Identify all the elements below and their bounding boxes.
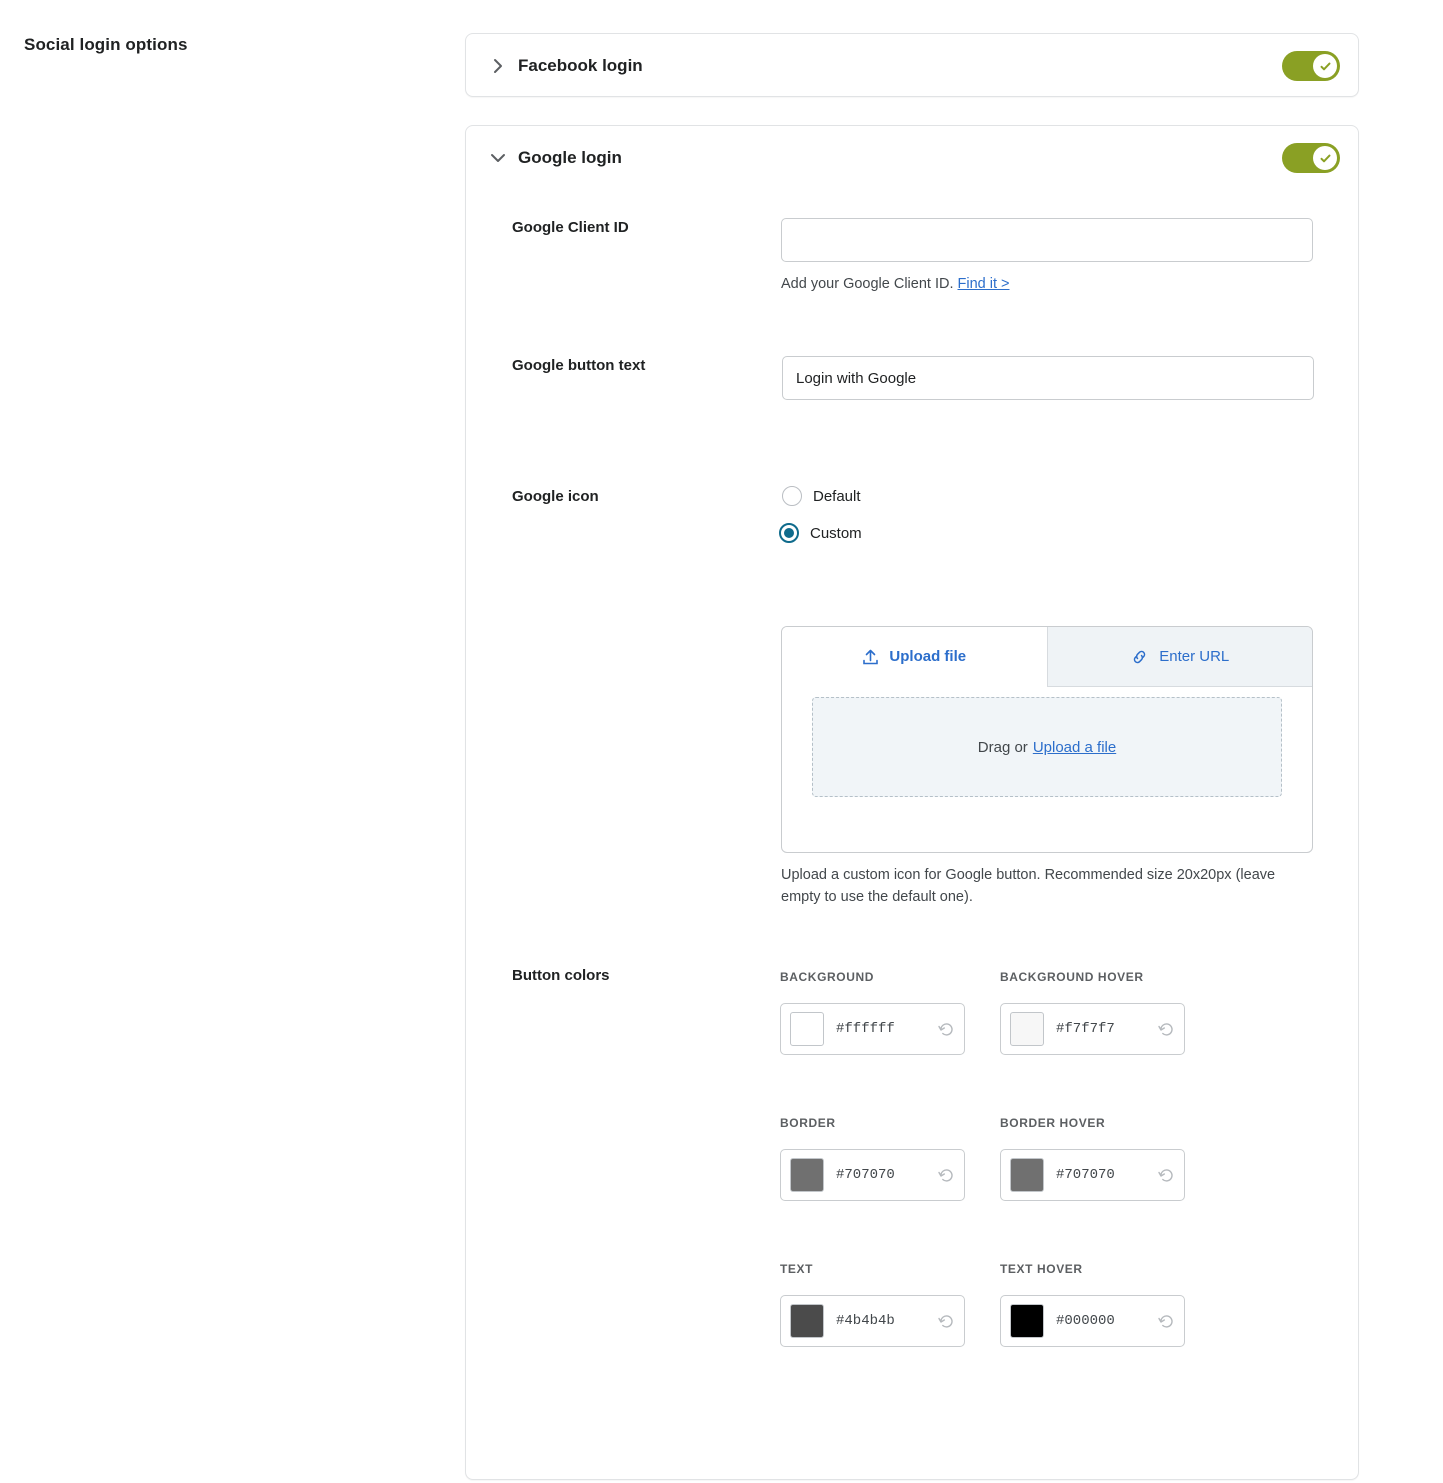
google-icon-option-custom[interactable] <box>779 523 862 543</box>
google-client-id-helper <box>781 276 1010 292</box>
color-value-border: #707070 <box>836 1167 895 1183</box>
link-icon <box>1130 648 1149 666</box>
google-client-id-label: Google Client ID <box>512 219 629 236</box>
radio-default-label: Default <box>813 487 861 505</box>
color-swatch-border-hover[interactable] <box>1010 1158 1044 1192</box>
uploader-tabs <box>782 627 1312 687</box>
file-dropzone[interactable] <box>812 697 1282 797</box>
tab-upload-file-label: Upload file <box>889 648 967 665</box>
google-card-header[interactable] <box>466 126 1358 190</box>
reset-icon[interactable] <box>938 1314 955 1329</box>
toggle-knob <box>1313 54 1337 78</box>
reset-icon[interactable] <box>1158 1314 1175 1329</box>
color-value-border-hover: #707070 <box>1056 1167 1115 1183</box>
chevron-down-icon[interactable] <box>488 148 508 168</box>
google-icon-helper: Upload a custom icon for Google button. Recommended size 20x20px (leave empty to use the default one). <box>781 867 1276 906</box>
dropzone-text: Drag or <box>977 738 1028 756</box>
color-caption-background: BACKGROUND <box>780 970 874 984</box>
reset-icon[interactable] <box>938 1022 955 1037</box>
color-field-border[interactable] <box>780 1149 965 1201</box>
tab-upload-file[interactable] <box>782 627 1047 687</box>
color-swatch-text-hover[interactable] <box>1010 1304 1044 1338</box>
radio-default[interactable] <box>782 486 802 506</box>
page-title: Social login options <box>24 35 188 54</box>
color-field-background[interactable] <box>780 1003 965 1055</box>
upload-a-file-link[interactable]: Upload a file <box>1032 738 1117 756</box>
google-card-title: Google login <box>518 148 622 167</box>
color-swatch-background[interactable] <box>790 1012 824 1046</box>
google-icon-label: Google icon <box>512 488 599 505</box>
color-caption-text-hover: TEXT HOVER <box>1000 1262 1083 1276</box>
facebook-card-title: Facebook login <box>518 56 643 75</box>
color-value-text-hover: #000000 <box>1056 1313 1115 1329</box>
facebook-enable-toggle[interactable] <box>1282 51 1340 81</box>
toggle-knob <box>1313 146 1337 170</box>
helper-text: Add your Google Client ID. <box>781 276 954 292</box>
google-icon-option-default[interactable] <box>782 486 861 506</box>
chevron-right-icon[interactable] <box>488 56 508 76</box>
color-caption-border-hover: BORDER HOVER <box>1000 1116 1106 1130</box>
tab-enter-url[interactable] <box>1047 627 1313 687</box>
reset-icon[interactable] <box>938 1168 955 1183</box>
icon-uploader <box>781 626 1313 853</box>
color-swatch-border[interactable] <box>790 1158 824 1192</box>
color-field-text-hover[interactable] <box>1000 1295 1185 1347</box>
google-client-id-input[interactable] <box>781 218 1313 262</box>
color-caption-text: TEXT <box>780 1262 814 1276</box>
tab-enter-url-label: Enter URL <box>1159 648 1230 665</box>
color-field-border-hover[interactable] <box>1000 1149 1185 1201</box>
color-swatch-background-hover[interactable] <box>1010 1012 1044 1046</box>
google-login-card <box>465 125 1359 1480</box>
color-field-text[interactable] <box>780 1295 965 1347</box>
find-it-link[interactable]: Find it > <box>957 276 1010 292</box>
color-swatch-text[interactable] <box>790 1304 824 1338</box>
google-enable-toggle[interactable] <box>1282 143 1340 173</box>
color-caption-border: BORDER <box>780 1116 836 1130</box>
radio-custom[interactable] <box>779 523 799 543</box>
upload-icon <box>862 648 879 666</box>
color-field-background-hover[interactable] <box>1000 1003 1185 1055</box>
google-button-text-input[interactable] <box>782 356 1314 400</box>
facebook-login-card <box>465 33 1359 97</box>
color-value-text: #4b4b4b <box>836 1313 895 1329</box>
reset-icon[interactable] <box>1158 1022 1175 1037</box>
radio-custom-label: Custom <box>810 524 862 542</box>
button-colors-label: Button colors <box>512 967 610 984</box>
color-caption-background-hover: BACKGROUND HOVER <box>1000 970 1144 984</box>
google-button-text-label: Google button text <box>512 357 646 374</box>
facebook-card-header[interactable] <box>466 34 1358 98</box>
reset-icon[interactable] <box>1158 1168 1175 1183</box>
color-value-background-hover: #f7f7f7 <box>1056 1021 1115 1037</box>
color-value-background: #ffffff <box>836 1021 895 1037</box>
